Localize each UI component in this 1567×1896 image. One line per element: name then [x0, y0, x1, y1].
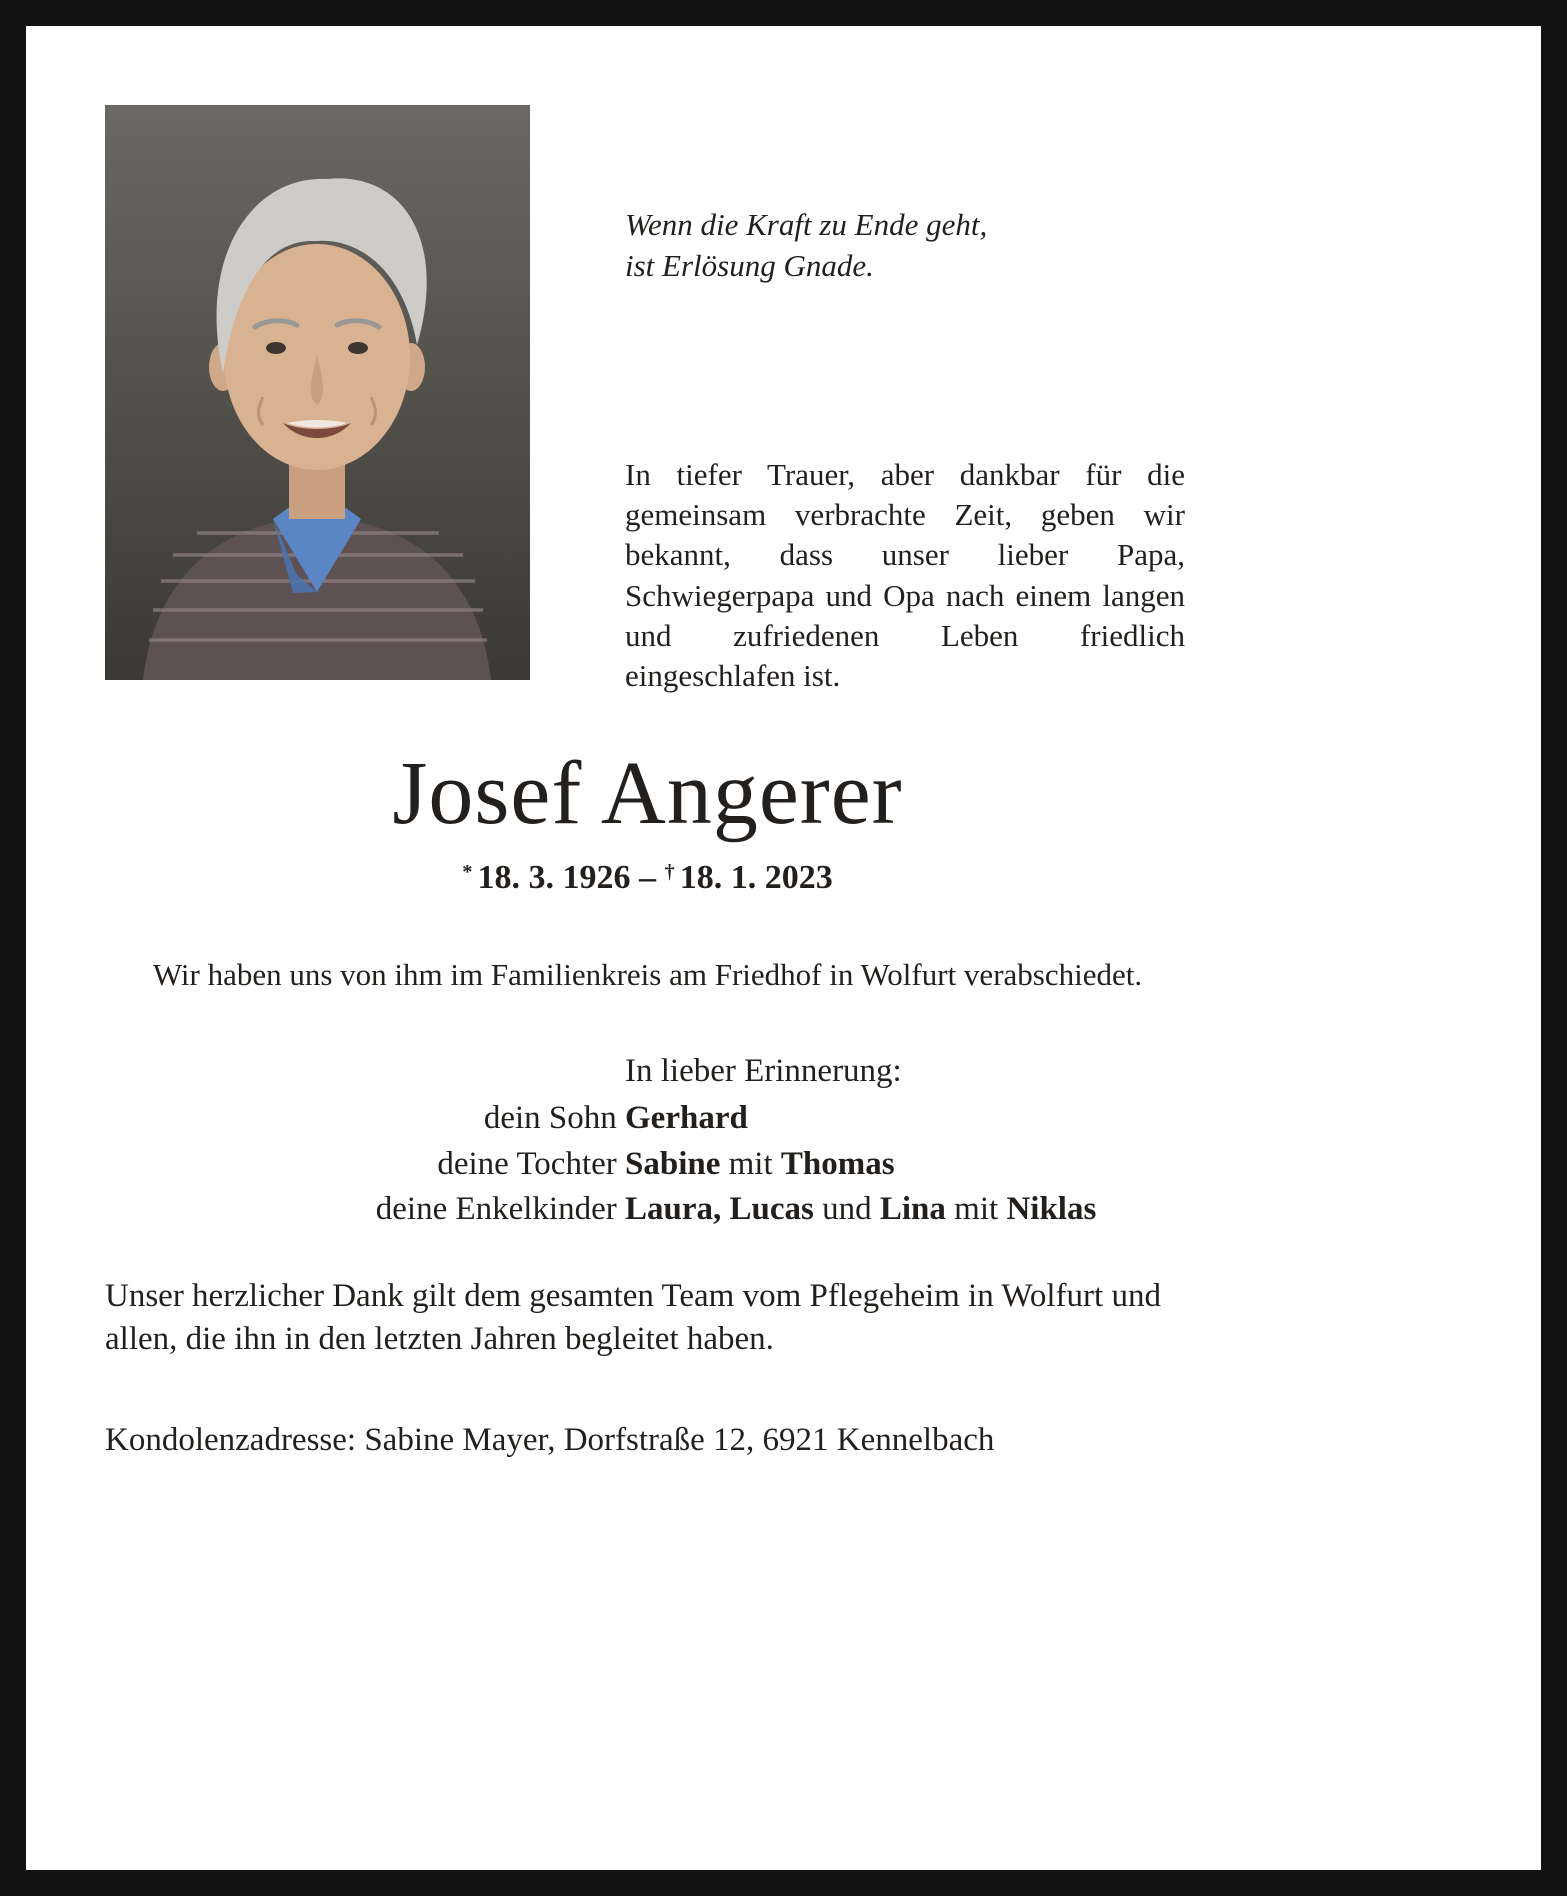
birth-symbol: *: [462, 860, 473, 883]
name-niklas: Niklas: [1006, 1191, 1097, 1228]
deceased-name: Josef Angerer: [392, 743, 903, 843]
name-sabine: Sabine: [625, 1145, 721, 1182]
portrait-photo-placeholder: [105, 105, 530, 680]
memorial-quote-line1: Wenn die Kraft zu Ende geht,: [625, 207, 988, 242]
thanks-paragraph: Unser herzlicher Dank gilt dem gesamten Team vom Pflegeheim in Wolfurt und allen, die ihn in den letzten Jahren begleitet haben.: [105, 1277, 1161, 1358]
memorial-quote-line2: ist Erlösung Gnade.: [625, 247, 874, 283]
name-lina: Lina: [879, 1191, 946, 1228]
birth-date: 18. 3. 1926: [477, 859, 631, 897]
announcement-paragraph: In tiefer Trauer, aber dankbar für die gemeinsam verbrachte Zeit, geben wir bekannt, dass unser lieber Papa, Schwiegerpapa und Opa nach einem langen und zufriedenen Leben friedlich eingeschlafen ist.: [625, 456, 1185, 694]
remembrance-line-son: [105, 1096, 1190, 1142]
remembrance-prefix: deine Enkelkinder: [375, 1191, 625, 1228]
portrait-photo: [105, 105, 530, 680]
connector-und: und: [813, 1191, 880, 1228]
death-symbol-dagger: †: [664, 860, 675, 883]
farewell-line: Wir haben uns von ihm im Familienkreis am Friedhof in Wolfurt verabschiedet.: [152, 957, 1143, 993]
remembrance-names: [625, 1096, 748, 1142]
connector-mit: mit: [720, 1145, 781, 1182]
name-laura-lucas: Laura, Lucas: [625, 1191, 814, 1228]
remembrance-prefix: deine Tochter: [437, 1145, 625, 1182]
life-dates: [105, 859, 1190, 897]
name-thomas: Thomas: [780, 1145, 895, 1182]
remembrance-line-daughter: [105, 1142, 1190, 1188]
name-gerhard: Gerhard: [625, 1100, 748, 1137]
remembrance-heading: In lieber Erinnerung:: [625, 1053, 902, 1090]
remembrance-line-grandchildren: [105, 1187, 1190, 1233]
right-column: [625, 105, 1185, 697]
dates-separator: –: [630, 859, 665, 897]
top-section: [105, 105, 1190, 697]
obituary-content: [105, 105, 1190, 1459]
condolence-address-line: Kondolenzadresse: Sabine Mayer, Dorfstraße 12, 6921 Kennelbach: [105, 1421, 995, 1458]
remembrance-block: [105, 1096, 1190, 1233]
death-date: 18. 1. 2023: [679, 859, 833, 897]
remembrance-names: [625, 1187, 1096, 1233]
remembrance-prefix: dein Sohn: [483, 1100, 625, 1137]
connector-mit: mit: [945, 1191, 1007, 1228]
remembrance-names: [625, 1142, 895, 1188]
memorial-quote: [625, 205, 1185, 287]
